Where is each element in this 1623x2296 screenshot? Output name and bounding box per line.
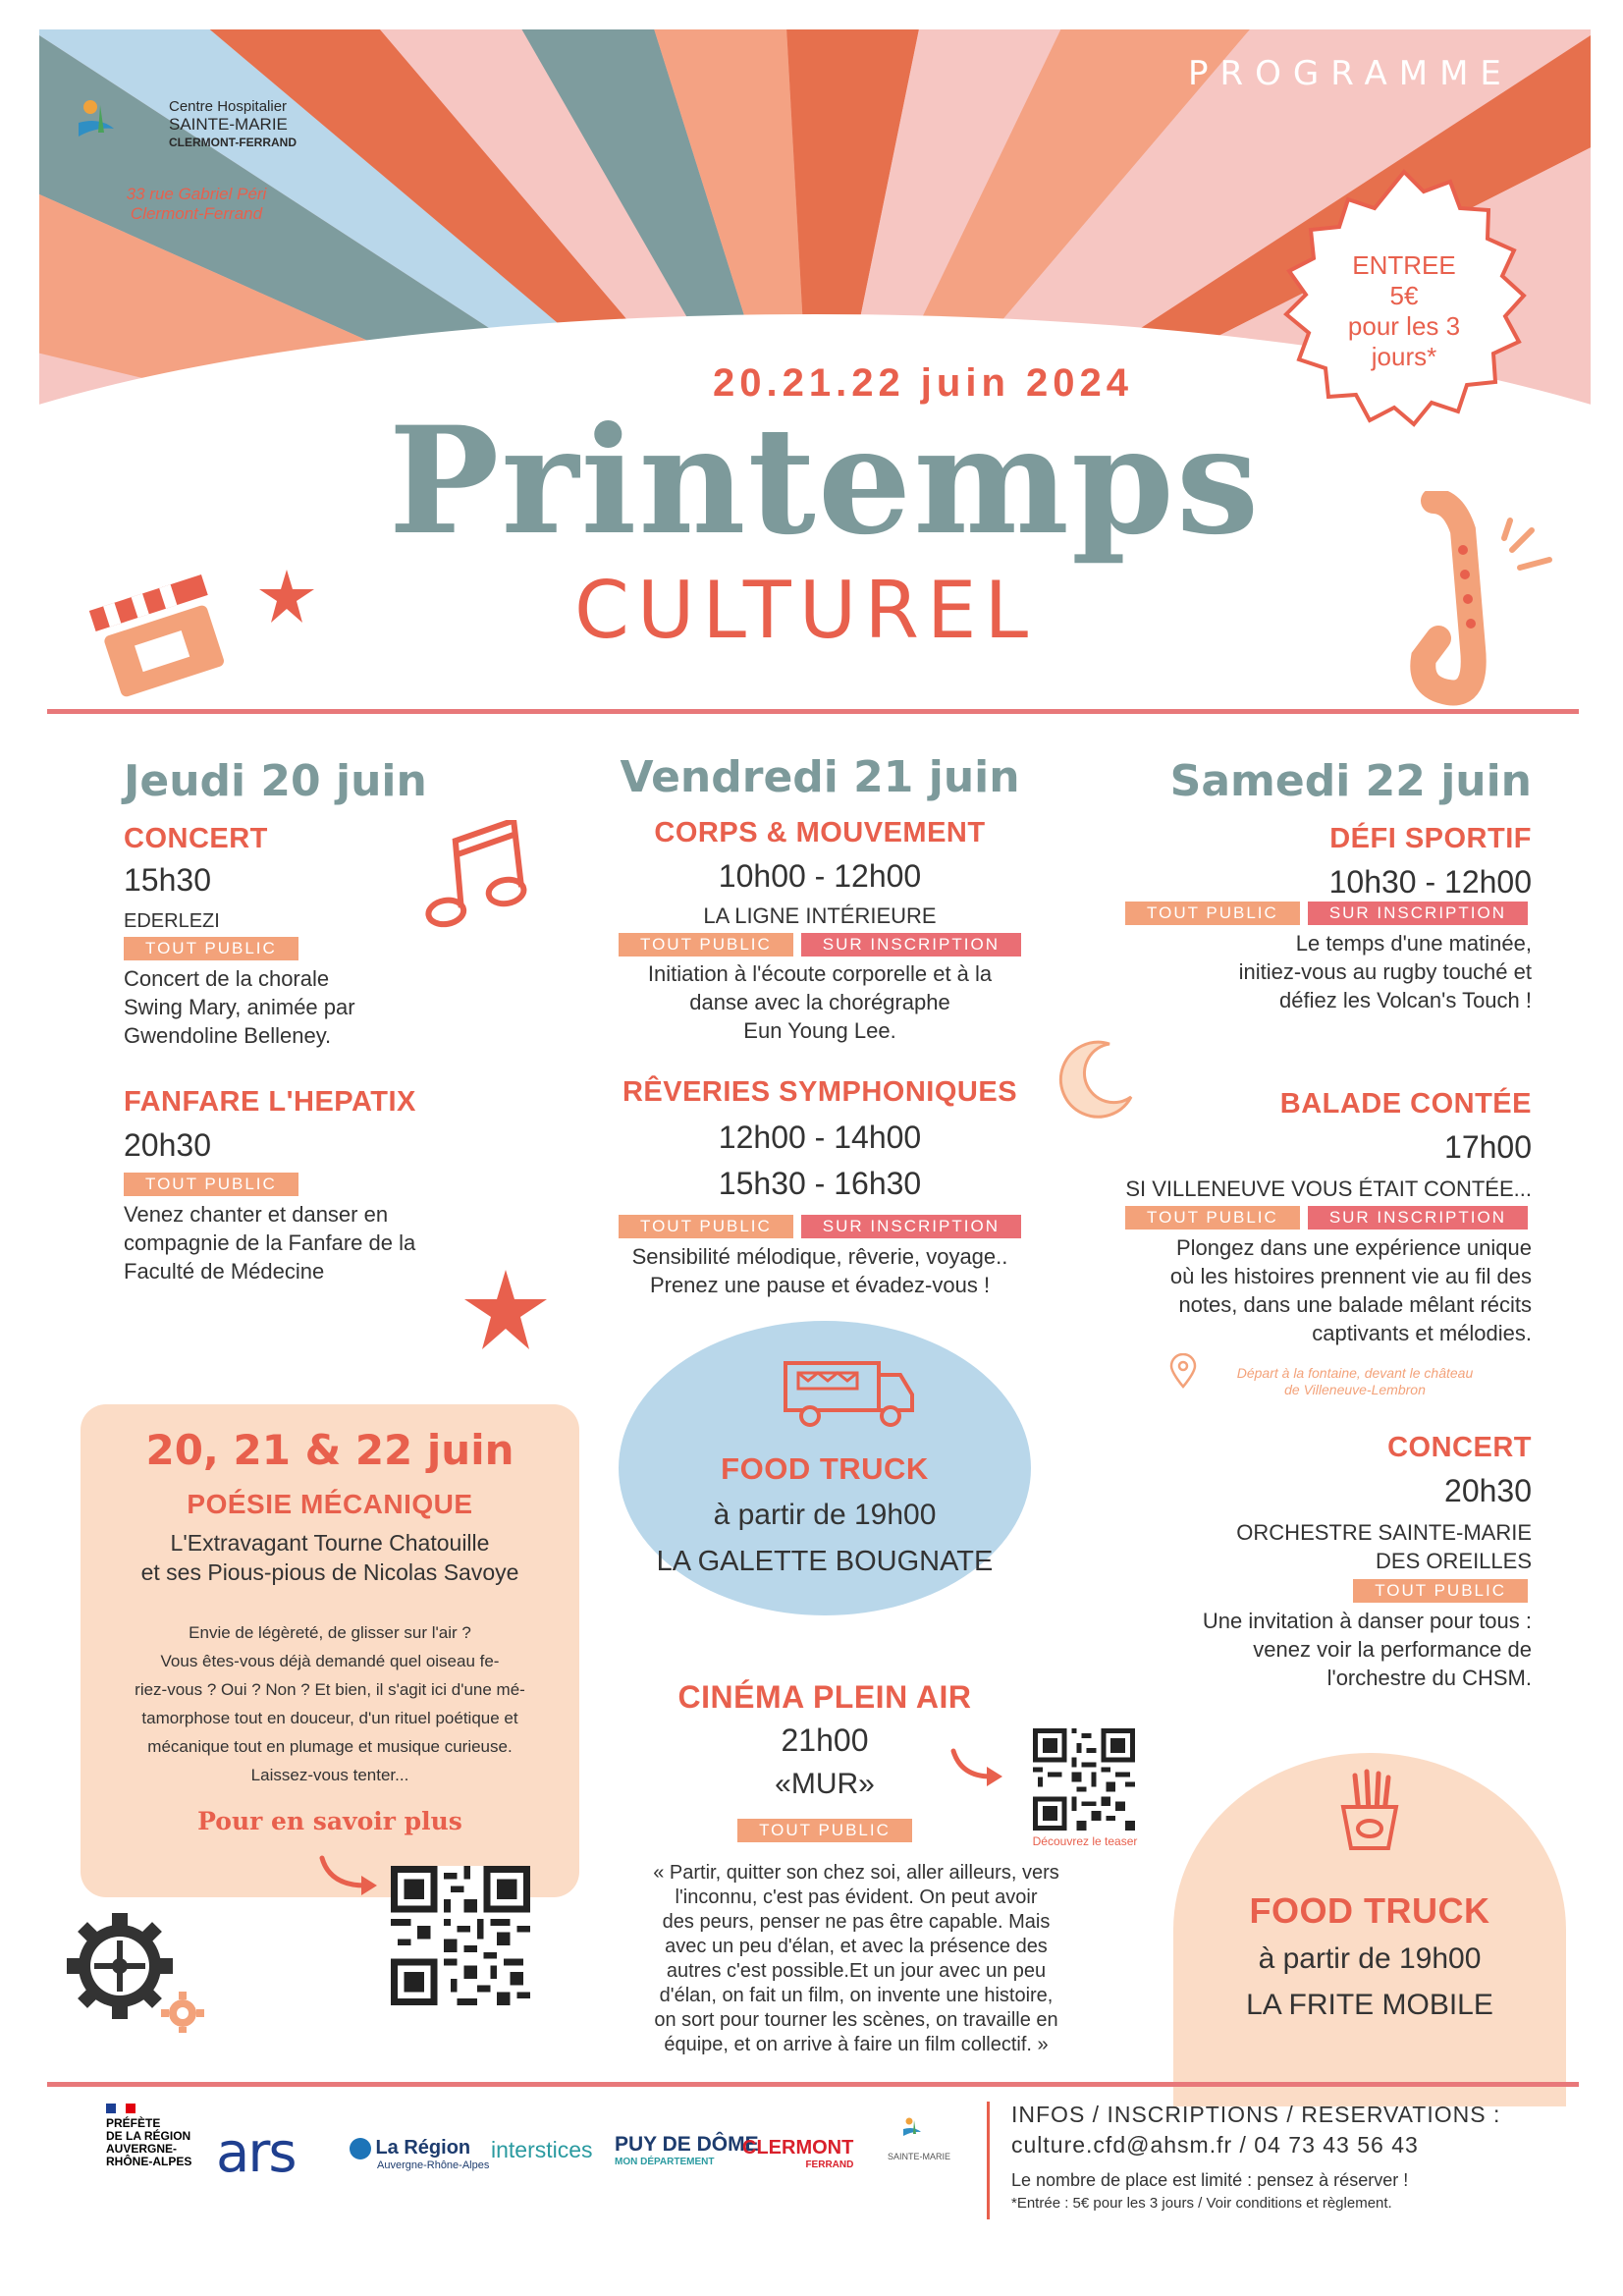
arrow-icon bbox=[947, 1743, 1006, 1792]
main-subtitle: CULTUREL bbox=[573, 565, 1037, 656]
desc-line: où les histoires prennent vie au fil des bbox=[1169, 1264, 1532, 1288]
clermont-name: CLERMONT bbox=[742, 2137, 854, 2159]
star-icon bbox=[461, 1267, 550, 1355]
desc-line: Gwendoline Belleney. bbox=[124, 1023, 332, 1048]
day2-event2-time1: 12h00 - 14h00 bbox=[718, 1120, 922, 1155]
poesie-title: POÉSIE MÉCANIQUE bbox=[187, 1489, 473, 1519]
logo-ars: ars bbox=[216, 2121, 296, 2185]
desc-line: Plongez dans une expérience unique bbox=[1175, 1235, 1532, 1260]
logo-prefet bbox=[106, 2104, 191, 2168]
day3-event1-time: 10h30 - 12h00 bbox=[1328, 864, 1532, 900]
day3-event2-time: 17h00 bbox=[1444, 1129, 1532, 1165]
quote-line: d'élan, on fait un film, on invente une histoire, bbox=[659, 1985, 1054, 2006]
desc-line: Laissez-vous tenter... bbox=[250, 1766, 409, 1784]
chsm-logo bbox=[71, 93, 159, 152]
quote-line: autres c'est possible.Et un jour avec un peu bbox=[666, 1960, 1047, 1982]
desc-line: notes, dans une balade mêlant récits bbox=[1178, 1292, 1532, 1317]
day3-event2-location bbox=[1193, 1365, 1517, 1398]
quote-line: des peurs, penser ne pas être capable. Mais bbox=[662, 1911, 1051, 1933]
desc-line: compagnie de la Fanfare de la bbox=[124, 1230, 416, 1255]
contact-info[interactable]: culture.cfd@ahsm.fr / 04 73 43 56 43 bbox=[1011, 2132, 1419, 2158]
quote-line: on sort pour tourner les scènes, on travaille en bbox=[654, 2009, 1058, 2031]
org-name-line3: CLERMONT-FERRAND bbox=[169, 136, 297, 149]
region-name: La Région bbox=[375, 2137, 471, 2159]
day3-foodtruck-time: à partir de 19h00 bbox=[1258, 1942, 1482, 1975]
desc-line: Une invitation à danser pour tous : bbox=[1202, 1609, 1532, 1633]
poesie-more-link[interactable]: Pour en savoir plus bbox=[197, 1807, 462, 1835]
header-divider bbox=[47, 709, 1579, 714]
event-dates: 20.21.22 juin 2024 bbox=[712, 361, 1133, 405]
tag-tout-public: TOUT PUBLIC bbox=[619, 933, 793, 957]
day2-foodtruck-name: LA GALETTE BOUGNATE bbox=[656, 1546, 994, 1577]
day3-event2-title: BALADE CONTÉE bbox=[1279, 1088, 1532, 1120]
day2-event2-title: RÊVERIES SYMPHONIQUES bbox=[622, 1076, 1018, 1108]
day3-event3-time: 20h30 bbox=[1444, 1473, 1532, 1508]
org-name-line2: SAINTE-MARIE bbox=[169, 115, 288, 134]
teaser-caption: Découvrez le teaser bbox=[1032, 1834, 1138, 1848]
day2-heading: Vendredi 21 juin bbox=[620, 752, 1020, 802]
day2-foodtruck-time: à partir de 19h00 bbox=[713, 1499, 937, 1531]
desc-line: défiez les Volcan's Touch ! bbox=[1279, 988, 1532, 1012]
address-line1: 33 rue Gabriel Péri bbox=[126, 185, 267, 203]
tag-tout-public: TOUT PUBLIC bbox=[124, 1173, 298, 1196]
desc-line: Initiation à l'écoute corporelle et à la bbox=[647, 961, 993, 986]
desc-line: Venez chanter et danser en bbox=[124, 1202, 389, 1227]
arrow-icon bbox=[314, 1852, 383, 1901]
day3-event2-name: SI VILLENEUVE VOUS ÉTAIT CONTÉE... bbox=[1125, 1176, 1532, 1201]
entry-conditions: *Entrée : 5€ pour les 3 jours / Voir conditions et règlement. bbox=[1011, 2195, 1392, 2212]
name-line: ORCHESTRE SAINTE-MARIE bbox=[1236, 1520, 1532, 1545]
tag-sur-inscription: SUR INSCRIPTION bbox=[801, 1215, 1021, 1238]
day2-foodtruck-title: FOOD TRUCK bbox=[721, 1451, 929, 1486]
teaser-qr-code[interactable] bbox=[1033, 1728, 1135, 1831]
saxophone-icon bbox=[1394, 491, 1561, 717]
day2-cinema-title: CINÉMA PLEIN AIR bbox=[677, 1679, 972, 1715]
desc-line: Vous êtes-vous déjà demandé quel oiseau fe- bbox=[160, 1652, 500, 1670]
location-line: Départ à la fontaine, devant le château bbox=[1236, 1365, 1474, 1381]
day1-event1-desc bbox=[124, 964, 355, 1050]
day2-event2-desc bbox=[560, 1242, 1080, 1299]
day1-event1-name: EDERLEZI bbox=[124, 910, 220, 932]
desc-line: Swing Mary, animée par bbox=[124, 995, 355, 1019]
day1-event1-time: 15h30 bbox=[124, 862, 211, 898]
day2-event1-title: CORPS & MOUVEMENT bbox=[654, 817, 986, 848]
logo-interstices: interstices bbox=[491, 2137, 593, 2162]
day1-event1-title: CONCERT bbox=[124, 823, 268, 854]
tag-sur-inscription: SUR INSCRIPTION bbox=[801, 933, 1021, 957]
desc-line: l'orchestre du CHSM. bbox=[1326, 1666, 1532, 1690]
desc-line: tamorphose tout en douceur, d'un rituel poétique et bbox=[141, 1709, 518, 1727]
desc-line: Faculté de Médecine bbox=[124, 1259, 325, 1284]
qr-code-icon bbox=[1033, 1728, 1135, 1831]
tag-sur-inscription: SUR INSCRIPTION bbox=[1308, 902, 1528, 925]
day2-event1-name: LA LIGNE INTÉRIEURE bbox=[703, 903, 937, 928]
desc-line: venez voir la performance de bbox=[1253, 1637, 1532, 1662]
main-title: Printemps bbox=[388, 395, 1262, 568]
tag-tout-public: TOUT PUBLIC bbox=[1353, 1579, 1528, 1603]
desc-line: mécanique tout en plumage et musique curieuse. bbox=[147, 1737, 513, 1756]
footer-infos bbox=[1011, 2102, 1581, 2212]
prefet-line: RHÔNE-ALPES bbox=[106, 2155, 192, 2168]
quote-line: l'inconnu, c'est pas évident. On peut avoir bbox=[675, 1886, 1038, 1908]
region-icon bbox=[350, 2138, 371, 2159]
desc-line: riez-vous ? Oui ? Non ? Et bien, il s'agit ici d'une mé- bbox=[135, 1680, 525, 1699]
subtitle-line: L'Extravagant Tourne Chatouille bbox=[170, 1530, 490, 1556]
location-line: de Villeneuve-Lembron bbox=[1284, 1382, 1426, 1397]
chsm-footer-name: SAINTE-MARIE bbox=[888, 2152, 951, 2161]
region-sub: Auvergne-Rhône-Alpes bbox=[377, 2159, 490, 2171]
chsm-logo-icon bbox=[71, 93, 149, 152]
badge-line3: pour les 3 bbox=[1347, 311, 1461, 341]
tag-sur-inscription: SUR INSCRIPTION bbox=[1308, 1206, 1528, 1230]
day2-event1-desc bbox=[560, 959, 1080, 1045]
logo-puydome bbox=[615, 2133, 759, 2167]
badge-line2: 5€ bbox=[1389, 281, 1419, 310]
prefet-line: AUVERGNE- bbox=[106, 2142, 178, 2156]
day3-event1-desc bbox=[1080, 929, 1532, 1014]
poesie-subtitle bbox=[81, 1528, 579, 1587]
desc-line: Concert de la chorale bbox=[124, 966, 330, 991]
poesie-desc bbox=[90, 1618, 569, 1789]
flag-icon bbox=[106, 2104, 135, 2113]
desc-line: initiez-vous au rugby touché et bbox=[1238, 959, 1532, 984]
day1-event2-desc bbox=[124, 1200, 415, 1285]
org-name bbox=[169, 98, 297, 151]
desc-line: Envie de légèreté, de glisser sur l'air ? bbox=[189, 1623, 471, 1642]
tag-tout-public: TOUT PUBLIC bbox=[1125, 902, 1300, 925]
day3-event3-name bbox=[1080, 1518, 1532, 1575]
name-line: DES OREILLES bbox=[1376, 1549, 1532, 1573]
quote-line: avec un peu d'élan, et avec la présence des bbox=[665, 1936, 1048, 1957]
infos-title: INFOS / INSCRIPTIONS / RESERVATIONS : bbox=[1011, 2102, 1501, 2127]
day2-event1-time: 10h00 - 12h00 bbox=[718, 858, 922, 894]
reservation-notice: Le nombre de place est limité : pensez à réserver ! bbox=[1011, 2170, 1409, 2190]
tag-tout-public: TOUT PUBLIC bbox=[124, 937, 298, 960]
day2-cinema-time: 21h00 bbox=[781, 1722, 869, 1758]
desc-line: Prenez une pause et évadez-vous ! bbox=[649, 1273, 991, 1297]
programme-label: PROGRAMME bbox=[1188, 54, 1513, 93]
poesie-qr-code[interactable] bbox=[391, 1866, 530, 2005]
day3-event1-title: DÉFI SPORTIF bbox=[1329, 823, 1532, 854]
clermont-sub: FERRAND bbox=[805, 2159, 854, 2170]
day1-event2-title: FANFARE L'HEPATIX bbox=[124, 1086, 416, 1118]
desc-line: captivants et mélodies. bbox=[1312, 1321, 1532, 1345]
clapperboard-icon bbox=[74, 550, 250, 697]
gear-icon bbox=[61, 1905, 208, 2033]
day1-event2-time: 20h30 bbox=[124, 1127, 211, 1163]
badge-line1: ENTREE bbox=[1352, 250, 1456, 280]
star-icon bbox=[257, 568, 316, 627]
org-name-line1: Centre Hospitalier bbox=[169, 98, 288, 115]
day2-event2-time2: 15h30 - 16h30 bbox=[718, 1166, 922, 1201]
tag-tout-public: TOUT PUBLIC bbox=[737, 1819, 912, 1842]
day3-foodtruck-title: FOOD TRUCK bbox=[1249, 1890, 1490, 1931]
entry-badge bbox=[1316, 250, 1492, 372]
logo-region bbox=[350, 2137, 489, 2171]
day3-event2-desc bbox=[1041, 1233, 1532, 1347]
qr-code-icon bbox=[391, 1866, 530, 2005]
subtitle-line: et ses Pious-pious de Nicolas Savoye bbox=[140, 1559, 519, 1585]
quote-line: équipe, et on arrive à faire un film collectif. » bbox=[664, 2034, 1049, 2055]
day3-event3-desc bbox=[1080, 1607, 1532, 1692]
puydome-sub: MON DÉPARTEMENT bbox=[615, 2157, 715, 2167]
footer-vertical-line bbox=[987, 2102, 990, 2219]
puydome-name: PUY DE DÔME bbox=[615, 2133, 759, 2156]
day3-event3-title: CONCERT bbox=[1387, 1432, 1532, 1463]
food-truck-icon bbox=[781, 1353, 918, 1432]
tag-tout-public: TOUT PUBLIC bbox=[619, 1215, 793, 1238]
address bbox=[88, 185, 304, 224]
quote-line: « Partir, quitter son chez soi, aller ailleurs, vers bbox=[653, 1862, 1059, 1884]
prefet-line: PRÉFÈTE bbox=[106, 2116, 161, 2130]
day2-cinema-quote bbox=[621, 1861, 1092, 2057]
music-note-icon bbox=[412, 820, 540, 928]
desc-line: danse avec la chorégraphe bbox=[689, 990, 950, 1014]
day1-heading: Jeudi 20 juin bbox=[124, 756, 427, 806]
day3-heading: Samedi 22 juin bbox=[1169, 756, 1532, 806]
chsm-logo-icon bbox=[899, 2111, 939, 2147]
address-line2: Clermont-Ferrand bbox=[130, 204, 263, 223]
logo-chsm-footer bbox=[888, 2111, 950, 2161]
prefet-line: DE LA RÉGION bbox=[106, 2129, 191, 2143]
day2-cinema-film: «MUR» bbox=[775, 1768, 875, 1800]
poesie-dates: 20, 21 & 22 juin bbox=[145, 1426, 514, 1474]
desc-line: Eun Young Lee. bbox=[743, 1018, 896, 1043]
badge-line4: jours* bbox=[1371, 342, 1437, 371]
day3-foodtruck-name: LA FRITE MOBILE bbox=[1246, 1989, 1493, 2021]
desc-line: Le temps d'une matinée, bbox=[1295, 931, 1532, 956]
footer-divider bbox=[47, 2082, 1579, 2087]
logo-clermont bbox=[742, 2137, 853, 2170]
tag-tout-public: TOUT PUBLIC bbox=[1125, 1206, 1300, 1230]
desc-line: Sensibilité mélodique, rêverie, voyage.. bbox=[631, 1244, 1008, 1269]
fries-icon bbox=[1325, 1768, 1414, 1856]
